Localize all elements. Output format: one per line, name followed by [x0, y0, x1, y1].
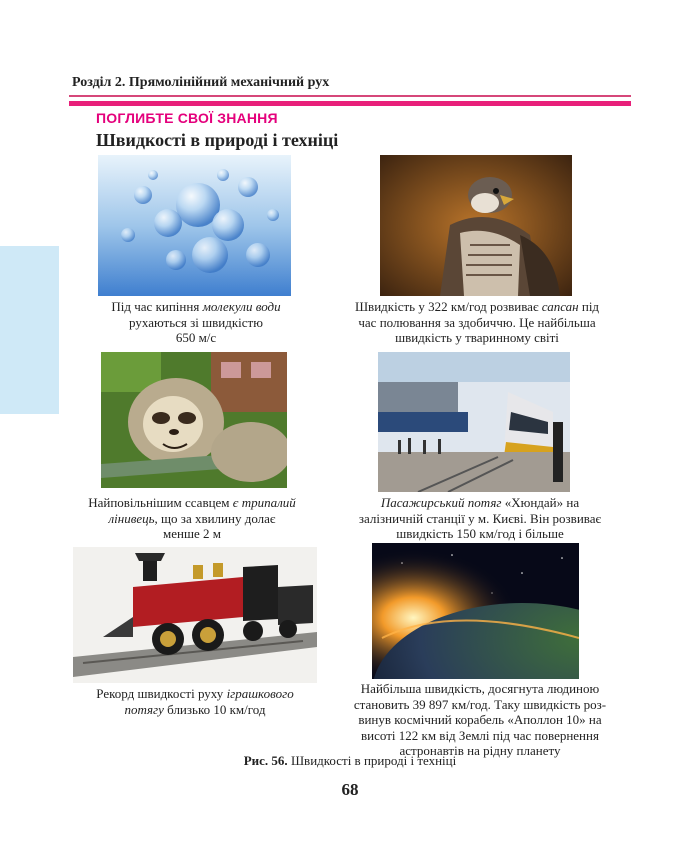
- caption-apollo: Найбільша швидкість, досягнута людиною становить 39 897 км/год. Таку швидкість роз- винув космічний корабель «Аполлон 10» на висоті 122 км від Землі під час повернення астронавтів на рідну планету: [353, 681, 607, 758]
- earth-from-space-photo: [372, 543, 579, 679]
- sloth-photo: [101, 352, 287, 488]
- figure-number: Рис. 56.: [243, 753, 288, 768]
- caption-water-molecules: Під час кипіння молекули води рухаються зі швидкістю 650 м/с: [111, 299, 281, 345]
- falcon-photo: [380, 155, 572, 296]
- running-header: Розділ 2. Прямолінійний механічний рух: [72, 75, 330, 90]
- bubbles-photo: [98, 155, 291, 296]
- train-photo: [378, 352, 570, 492]
- section-title: Швидкості в природі і техніці: [96, 130, 339, 150]
- caption-toy-train: Рекорд швидкості руху іграшкового потягу близько 10 км/год: [96, 686, 294, 717]
- figure-caption: [0, 753, 700, 769]
- caption-sloth: Найповільнішим ссавцем є трипалий лінивець, що за хвилину долає менше 2 м: [88, 495, 296, 541]
- page-number: 68: [341, 780, 359, 799]
- toy-locomotive-photo: [73, 547, 317, 683]
- header-rule-thin: [69, 95, 631, 97]
- caption-train: Пасажирський потяг «Хюндай» на залізничній станції у м. Києві. Він розвиває швидкість 150 км/год і більше: [358, 495, 602, 541]
- section-label: ПОГЛИБТЕ СВОЇ ЗНАННЯ: [96, 110, 278, 126]
- side-tab-marker: [0, 246, 59, 414]
- figure-text: Швидкості в природі і техніці: [287, 753, 457, 768]
- caption-falcon: Швидкість у 322 км/год розвиває сапсан під час полювання за здобиччю. Це найбільша швидкість у тваринному світі: [354, 299, 600, 345]
- header-rule-thick: [69, 101, 631, 106]
